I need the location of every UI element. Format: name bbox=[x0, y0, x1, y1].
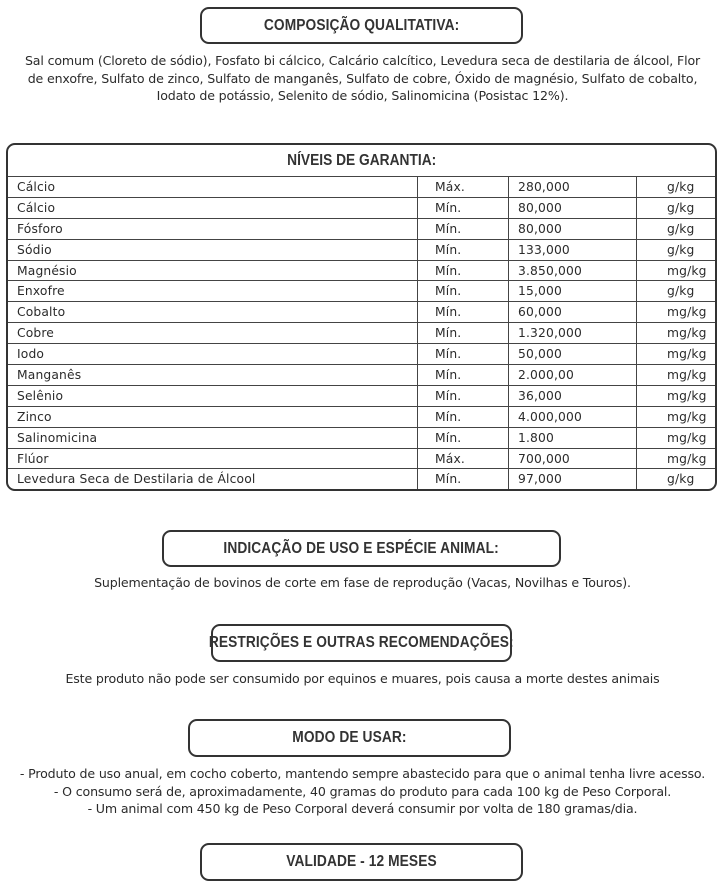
table-row bbox=[8, 218, 715, 239]
restrictions-title: RESTRIÇÕES E OUTRAS RECOMENDAÇÕES: bbox=[209, 634, 514, 651]
nutrient-cell: Enxofre bbox=[8, 281, 418, 302]
composition-line: de enxofre, Sulfato de zinco, Sulfato de manganês, Sulfato de cobre, Óxido de magnésio, Sulfato de cobalto, bbox=[27, 70, 698, 86]
table-row bbox=[8, 469, 715, 489]
unit-cell: mg/kg bbox=[637, 427, 716, 448]
nutrient-cell: Iodo bbox=[8, 344, 418, 365]
nutrient-cell: Levedura Seca de Destilaria de Álcool bbox=[8, 469, 418, 489]
table-row bbox=[8, 197, 715, 218]
value-cell: 700,000 bbox=[509, 448, 637, 469]
limit-cell: Mín. bbox=[418, 197, 509, 218]
value-cell: 2.000,00 bbox=[509, 365, 637, 386]
unit-cell: g/kg bbox=[637, 177, 716, 198]
unit-cell: g/kg bbox=[637, 469, 716, 489]
value-cell: 80,000 bbox=[509, 197, 637, 218]
validity-heading bbox=[200, 843, 523, 881]
unit-cell: g/kg bbox=[637, 239, 716, 260]
unit-cell: mg/kg bbox=[637, 365, 716, 386]
value-cell: 4.000,000 bbox=[509, 406, 637, 427]
table-row bbox=[8, 323, 715, 344]
nutrient-cell: Sódio bbox=[8, 239, 418, 260]
guarantee-table bbox=[8, 176, 715, 489]
nutrient-cell: Flúor bbox=[8, 448, 418, 469]
usage-line: - O consumo será de, aproximadamente, 40 gramas do produto para cada 100 kg de Peso Corporal. bbox=[53, 783, 672, 799]
guarantee-table-box bbox=[6, 143, 717, 491]
value-cell: 97,000 bbox=[509, 469, 637, 489]
limit-cell: Mín. bbox=[418, 385, 509, 406]
usage-line: - Um animal com 450 kg de Peso Corporal deverá consumir por volta de 180 gramas/dia. bbox=[87, 801, 638, 817]
limit-cell: Mín. bbox=[418, 302, 509, 323]
table-row bbox=[8, 302, 715, 323]
unit-cell: g/kg bbox=[637, 197, 716, 218]
table-row bbox=[8, 260, 715, 281]
usage-text bbox=[0, 765, 725, 818]
limit-cell: Máx. bbox=[418, 448, 509, 469]
restrictions-text bbox=[0, 670, 725, 688]
table-row bbox=[8, 385, 715, 406]
indication-heading bbox=[162, 530, 561, 567]
table-row bbox=[8, 406, 715, 427]
limit-cell: Mín. bbox=[418, 239, 509, 260]
value-cell: 1.800 bbox=[509, 427, 637, 448]
table-row bbox=[8, 427, 715, 448]
nutrient-cell: Cobre bbox=[8, 323, 418, 344]
table-row bbox=[8, 365, 715, 386]
validity-title: VALIDADE - 12 MESES bbox=[286, 853, 437, 870]
limit-cell: Mín. bbox=[418, 323, 509, 344]
table-row bbox=[8, 448, 715, 469]
limit-cell: Mín. bbox=[418, 406, 509, 427]
composition-line: Sal comum (Cloreto de sódio), Fosfato bi cálcico, Calcário calcítico, Levedura seca de destilaria de álcool, Flor bbox=[24, 53, 701, 68]
usage-line: - Produto de uso anual, em cocho coberto, mantendo sempre abastecido para que o animal tenha livre acesso. bbox=[19, 766, 706, 781]
table-row bbox=[8, 281, 715, 302]
value-cell: 36,000 bbox=[509, 385, 637, 406]
value-cell: 280,000 bbox=[509, 177, 637, 198]
restrictions-line: Este produto não pode ser consumido por equinos e muares, pois causa a morte destes animais bbox=[65, 671, 660, 686]
value-cell: 1.320,000 bbox=[509, 323, 637, 344]
limit-cell: Mín. bbox=[418, 344, 509, 365]
nutrient-cell: Cálcio bbox=[8, 197, 418, 218]
guarantee-title: NÍVEIS DE GARANTIA: bbox=[286, 151, 437, 169]
limit-cell: Mín. bbox=[418, 260, 509, 281]
value-cell: 80,000 bbox=[509, 218, 637, 239]
table-row bbox=[8, 177, 715, 198]
nutrient-cell: Selênio bbox=[8, 385, 418, 406]
limit-cell: Máx. bbox=[418, 177, 509, 198]
composition-text bbox=[0, 52, 725, 105]
unit-cell: mg/kg bbox=[637, 323, 716, 344]
limit-cell: Mín. bbox=[418, 427, 509, 448]
unit-cell: mg/kg bbox=[637, 385, 716, 406]
value-cell: 3.850,000 bbox=[509, 260, 637, 281]
table-row bbox=[8, 239, 715, 260]
restrictions-heading bbox=[211, 624, 512, 662]
limit-cell: Mín. bbox=[418, 469, 509, 489]
composition-line: Iodato de potássio, Selenito de sódio, Salinomicina (Posistac 12%). bbox=[156, 88, 569, 104]
usage-heading bbox=[188, 719, 511, 757]
nutrient-cell: Salinomicina bbox=[8, 427, 418, 448]
unit-cell: mg/kg bbox=[637, 406, 716, 427]
unit-cell: g/kg bbox=[637, 218, 716, 239]
nutrient-cell: Manganês bbox=[8, 365, 418, 386]
nutrient-cell: Zinco bbox=[8, 406, 418, 427]
value-cell: 15,000 bbox=[509, 281, 637, 302]
limit-cell: Mín. bbox=[418, 365, 509, 386]
unit-cell: mg/kg bbox=[637, 302, 716, 323]
limit-cell: Mín. bbox=[418, 281, 509, 302]
nutrient-cell: Magnésio bbox=[8, 260, 418, 281]
value-cell: 133,000 bbox=[509, 239, 637, 260]
nutrient-cell: Cálcio bbox=[8, 177, 418, 198]
unit-cell: mg/kg bbox=[637, 448, 716, 469]
limit-cell: Mín. bbox=[418, 218, 509, 239]
indication-line: Suplementação de bovinos de corte em fase de reprodução (Vacas, Novilhas e Touros). bbox=[94, 575, 631, 590]
composition-title: COMPOSIÇÃO QUALITATIVA: bbox=[263, 16, 460, 34]
usage-title: MODO DE USAR: bbox=[292, 729, 407, 746]
indication-text bbox=[0, 574, 725, 592]
nutrient-cell: Fósforo bbox=[8, 218, 418, 239]
value-cell: 50,000 bbox=[509, 344, 637, 365]
indication-title: INDICAÇÃO DE USO E ESPÉCIE ANIMAL: bbox=[223, 539, 500, 557]
unit-cell: mg/kg bbox=[637, 344, 716, 365]
table-row bbox=[8, 344, 715, 365]
nutrient-cell: Cobalto bbox=[8, 302, 418, 323]
unit-cell: g/kg bbox=[637, 281, 716, 302]
guarantee-heading bbox=[8, 145, 715, 176]
composition-heading bbox=[200, 7, 523, 44]
value-cell: 60,000 bbox=[509, 302, 637, 323]
unit-cell: mg/kg bbox=[637, 260, 716, 281]
